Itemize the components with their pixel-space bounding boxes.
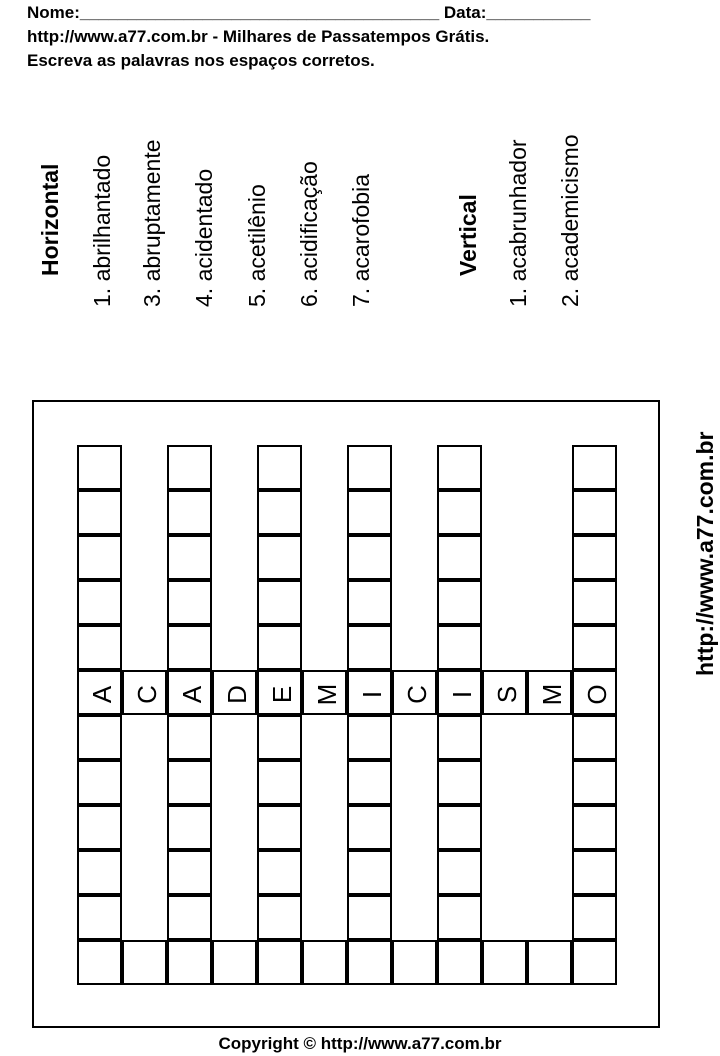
grid-cell[interactable] <box>572 490 617 535</box>
grid-cell[interactable] <box>572 625 617 670</box>
given-letter: I <box>356 690 387 699</box>
name-date-line: Nome:______________________________________ Data:___________ <box>27 3 591 22</box>
grid-cell[interactable] <box>77 805 122 850</box>
site-line: http://www.a77.com.br - Milhares de Passatempos Grátis. <box>27 27 490 46</box>
grid-cell[interactable] <box>347 445 392 490</box>
given-letter: M <box>536 683 567 706</box>
grid-cell[interactable] <box>257 490 302 535</box>
grid-cell[interactable] <box>257 715 302 760</box>
grid-cell[interactable] <box>257 535 302 580</box>
grid-cell[interactable] <box>167 940 212 985</box>
horizontal-clue: 4. acidentado <box>191 168 217 307</box>
grid-cell[interactable] <box>347 760 392 805</box>
grid-cell[interactable] <box>572 805 617 850</box>
grid-cell[interactable] <box>167 535 212 580</box>
grid-cell[interactable] <box>257 580 302 625</box>
grid-cell[interactable] <box>347 535 392 580</box>
grid-cell[interactable] <box>77 715 122 760</box>
grid-cell[interactable] <box>437 580 482 625</box>
grid-cell[interactable] <box>302 670 347 715</box>
grid-cell[interactable] <box>77 850 122 895</box>
horizontal-clue: 7. acarofobia <box>348 174 374 307</box>
grid-cell[interactable] <box>572 445 617 490</box>
grid-cell[interactable] <box>347 940 392 985</box>
horizontal-clue: 1. abrilhantado <box>89 154 115 307</box>
grid-cell[interactable] <box>212 940 257 985</box>
grid-cell[interactable] <box>572 895 617 940</box>
grid-cell[interactable] <box>347 490 392 535</box>
footer-copyright: Copyright © http://www.a77.com.br <box>218 1034 502 1053</box>
grid-cell[interactable] <box>437 535 482 580</box>
grid-cell[interactable] <box>167 670 212 715</box>
grid-cell[interactable] <box>392 670 437 715</box>
grid-cell[interactable] <box>122 940 167 985</box>
grid-cell[interactable] <box>257 850 302 895</box>
vertical-title: Vertical <box>455 194 481 276</box>
grid-cell[interactable] <box>77 445 122 490</box>
grid-cell[interactable] <box>572 580 617 625</box>
grid-cell[interactable] <box>392 940 437 985</box>
grid-cell[interactable] <box>122 670 167 715</box>
grid-cell[interactable] <box>437 445 482 490</box>
grid-cell[interactable] <box>437 805 482 850</box>
grid-cell[interactable] <box>167 580 212 625</box>
grid-cell[interactable] <box>167 895 212 940</box>
grid-cell[interactable] <box>302 940 347 985</box>
grid-cell[interactable] <box>347 805 392 850</box>
grid-cell[interactable] <box>77 490 122 535</box>
grid-cell[interactable] <box>77 625 122 670</box>
horizontal-clue: 3. abruptamente <box>139 139 165 307</box>
instructions: Escreva as palavras nos espaços corretos. <box>27 51 375 70</box>
grid-cell[interactable] <box>77 580 122 625</box>
grid-cell[interactable] <box>257 805 302 850</box>
side-url: http://www.a77.com.br <box>692 431 718 676</box>
grid-cell[interactable] <box>167 715 212 760</box>
given-letter: C <box>401 685 432 704</box>
grid-cell[interactable] <box>572 670 617 715</box>
grid-cell[interactable] <box>257 625 302 670</box>
grid-cell[interactable] <box>257 940 302 985</box>
grid-cell[interactable] <box>437 490 482 535</box>
grid-cell[interactable] <box>347 670 392 715</box>
grid-cell[interactable] <box>167 805 212 850</box>
given-letter: A <box>86 685 117 704</box>
grid-cell[interactable] <box>437 670 482 715</box>
grid-cell[interactable] <box>437 940 482 985</box>
grid-cell[interactable] <box>257 760 302 805</box>
grid-cell[interactable] <box>437 625 482 670</box>
grid-cell[interactable] <box>347 580 392 625</box>
vertical-clue: 2. academicismo <box>557 134 583 307</box>
grid-cell[interactable] <box>212 670 257 715</box>
given-letter: D <box>221 685 252 704</box>
grid-cell[interactable] <box>347 625 392 670</box>
grid-cell[interactable] <box>167 445 212 490</box>
horizontal-title: Horizontal <box>37 163 63 276</box>
grid-cell[interactable] <box>437 715 482 760</box>
grid-cell[interactable] <box>437 850 482 895</box>
grid-cell[interactable] <box>572 850 617 895</box>
grid-cell[interactable] <box>572 715 617 760</box>
grid-cell[interactable] <box>167 760 212 805</box>
vertical-clue: 1. acabrunhador <box>505 139 531 307</box>
grid-cell[interactable] <box>77 760 122 805</box>
grid-cell[interactable] <box>347 715 392 760</box>
grid-cell[interactable] <box>482 670 527 715</box>
grid-cell[interactable] <box>257 895 302 940</box>
grid-cell[interactable] <box>257 445 302 490</box>
horizontal-clue: 5. acetilênio <box>244 184 270 307</box>
grid-cell[interactable] <box>482 940 527 985</box>
grid-cell[interactable] <box>77 535 122 580</box>
grid-cell[interactable] <box>167 850 212 895</box>
grid-cell[interactable] <box>572 535 617 580</box>
grid-cell[interactable] <box>527 670 572 715</box>
given-letter: A <box>176 685 207 704</box>
grid-cell[interactable] <box>77 670 122 715</box>
given-letter: I <box>446 690 477 699</box>
grid-cell[interactable] <box>527 940 572 985</box>
grid-cell[interactable] <box>437 760 482 805</box>
grid-cell[interactable] <box>257 670 302 715</box>
horizontal-clue: 6. acidificação <box>296 161 322 307</box>
grid-cell[interactable] <box>437 895 482 940</box>
given-letter: C <box>131 685 162 704</box>
grid-cell[interactable] <box>167 490 212 535</box>
grid-cell[interactable] <box>347 850 392 895</box>
grid-cell[interactable] <box>347 895 392 940</box>
grid-cell[interactable] <box>572 940 617 985</box>
given-letter: E <box>266 685 297 704</box>
grid-cell[interactable] <box>77 895 122 940</box>
given-letter: O <box>581 684 612 705</box>
grid-cell[interactable] <box>572 760 617 805</box>
grid-cell[interactable] <box>167 625 212 670</box>
given-letter: S <box>491 685 522 704</box>
grid-cell[interactable] <box>77 940 122 985</box>
given-letter: M <box>311 683 342 706</box>
